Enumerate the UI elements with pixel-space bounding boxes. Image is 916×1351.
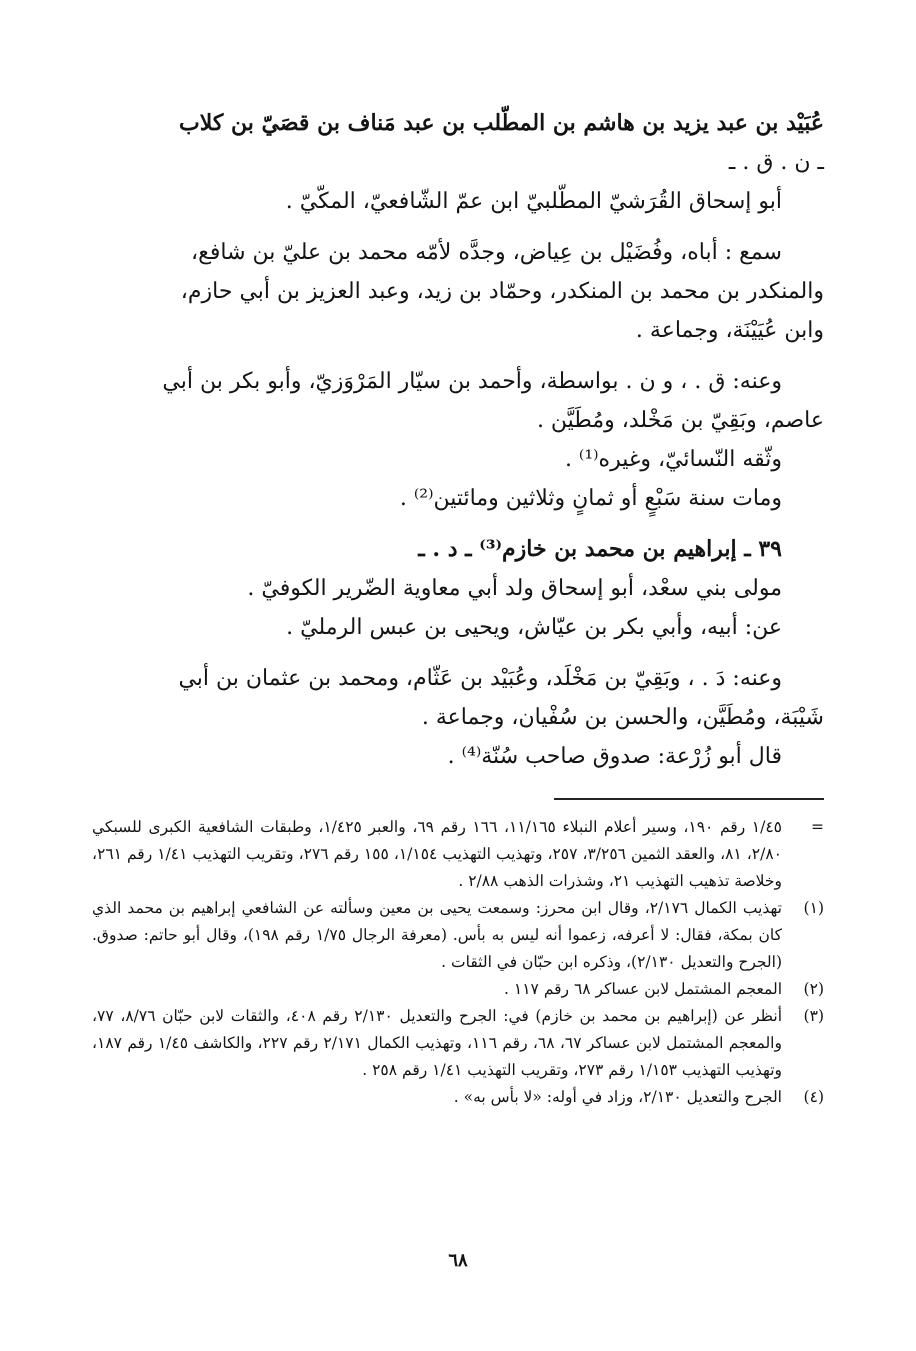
entry-38-heard-from-1: سمع : أباه، وفُضَيْل بن عِياض، وجدَّه لأمّه محمد بن عليّ بن شافع، [191,240,782,265]
footnote-continued [92,814,824,895]
entry-38-narrators-1: وعنه: ق . ، و ن . بواسطة، وأحمد بن سيّار المَرْوَزيّ، وأبو بكر بن أبي [162,369,782,394]
entry-38-tawthiq: وثّقه النّسائيّ، وغيره⁽¹⁾ . [564,447,782,472]
footnote-marker: = [811,818,824,836]
footnote-separator [554,798,824,800]
footnote-2 [92,976,824,1003]
entry-38-narrators-2: عاصم، وبَقِيّ بن مَخْلد، ومُطَيَّن . [536,408,824,433]
entry-38-death: ومات سنة سَبْعٍ أو ثمانٍ وثلاثين ومائتين⁽²⁾ . [399,486,782,511]
footnote-marker: (٤) [803,1088,824,1106]
entry-39-narrators-1: وعنه: دَ . ، وبَقِيّ بن مَخْلَد، وعُبَيْد بن عَثّام، ومحمد بن عثمان بن أبي [178,666,782,691]
entry-38-kunya: أبو إسحاق القُرَشيّ المطّلبيّ ابن عمّ الشّافعيّ، المكّيّ . [285,189,782,214]
entry-39-mawla: مولى بني سعْد، أبو إسحاق ولد أبي معاوية الضّرير الكوفيّ . [247,576,782,601]
footnote-marker: (٢) [803,980,824,998]
footnote-text: تهذيب الكمال ٢/١٧٦، وقال ابن محرز: وسمعت يحيى بن معين وسألته عن الشافعي إبراهيم بن محمد الذي كان بمكة، فقال: لا أعرفه، زعموا أنه ليس به بأس. (معرفة الرجال ١/٧٥ رقم ١٩٨)، وقال أبو حاتم: صدوق. (الجرح والتعديل ٢/١٣٠)، وذكره ابن حبّان في الثقات . [92,899,782,971]
footnote-1 [92,895,824,976]
entry-39-abu-zura: قال أبو زُرْعة: صدوق صاحب سُنّة⁽⁴⁾ . [447,744,782,769]
entry-39-heading: ٣٩ ـ إبراهيم بن محمد بن خازم⁽³⁾ ـ د . ـ [418,536,782,562]
footnote-marker: (٣) [803,1007,824,1025]
footnote-text: الجرح والتعديل ٢/١٣٠، وزاد في أوله: «لا بأس به» . [453,1088,782,1106]
footnote-marker: (١) [803,899,824,917]
page-number: ٦٨ [448,1250,468,1271]
entry-38-heard-from-3: وابن عُيَيْنَة، وجماعة . [635,318,824,343]
footnote-3 [92,1003,824,1084]
footnote-text: ١/٤٥ رقم ١٩٠، وسير أعلام النبلاء ١١/١٦٥، ١٦٦ رقم ٦٩، والعبر ١/٤٢٥، وطبقات الشافعية الكبرى للسبكي ٢/٨٠، ٨١، والعقد الثمين ٣/٢٥٦، ٢٥٧، وتهذيب التهذيب ١/١٥٤، ١٥٥ رقم ٢٧٦، وتقريب التهذيب ١/٤١ رقم ٢٦١، وخلاصة تذهيب التهذيب ٢١، وشذرات الذهب ٢/٨٨ . [92,818,782,890]
entry-39-narrators-2: شَيْبَة، ومُطَيَّن، والحسن بن سُفْيان، وجماعة . [421,705,824,730]
entry-38-sigla: ـ ن . ق . ـ [728,150,824,175]
entry-38-heard-from-2: والمنكدر بن محمد بن المنكدر، وحمّاد بن زيد، وعبد العزيز بن أبي حازم، [180,279,824,304]
footnote-text: أنظر عن (إبراهيم بن محمد بن خازم) في: الجرح والتعديل ٢/١٣٠ رقم ٤٠٨، والثقات لابن حبّان ٨/٧٦، ٧٧، والمعجم المشتمل لابن عساكر ٦٧، ٦٨، رقم ١١٦، وتهذيب الكمال ٢/١٧١ رقم ٢٢٧، والكاشف ١/٤٥ رقم ١٨٧، وتهذيب التهذيب ١/١٥٣ رقم ٢٧٣، وتقريب التهذيب ١/٤١ رقم ٢٥٨ . [92,1007,782,1079]
footnote-4 [92,1084,824,1111]
footnote-text: المعجم المشتمل لابن عساكر ٦٨ رقم ١١٧ . [504,980,782,998]
entry-39-from: عن: أبيه، وأبي بكر بن عيّاش، ويحيى بن عبس الرمليّ . [286,615,782,640]
entry-38-name-line: عُبَيْد بن عبد يزيد بن هاشم بن المطّلب بن عبد مَناف بن قصَيّ بن كلاب [179,110,824,136]
main-text [92,104,824,776]
footnotes [92,814,824,1111]
